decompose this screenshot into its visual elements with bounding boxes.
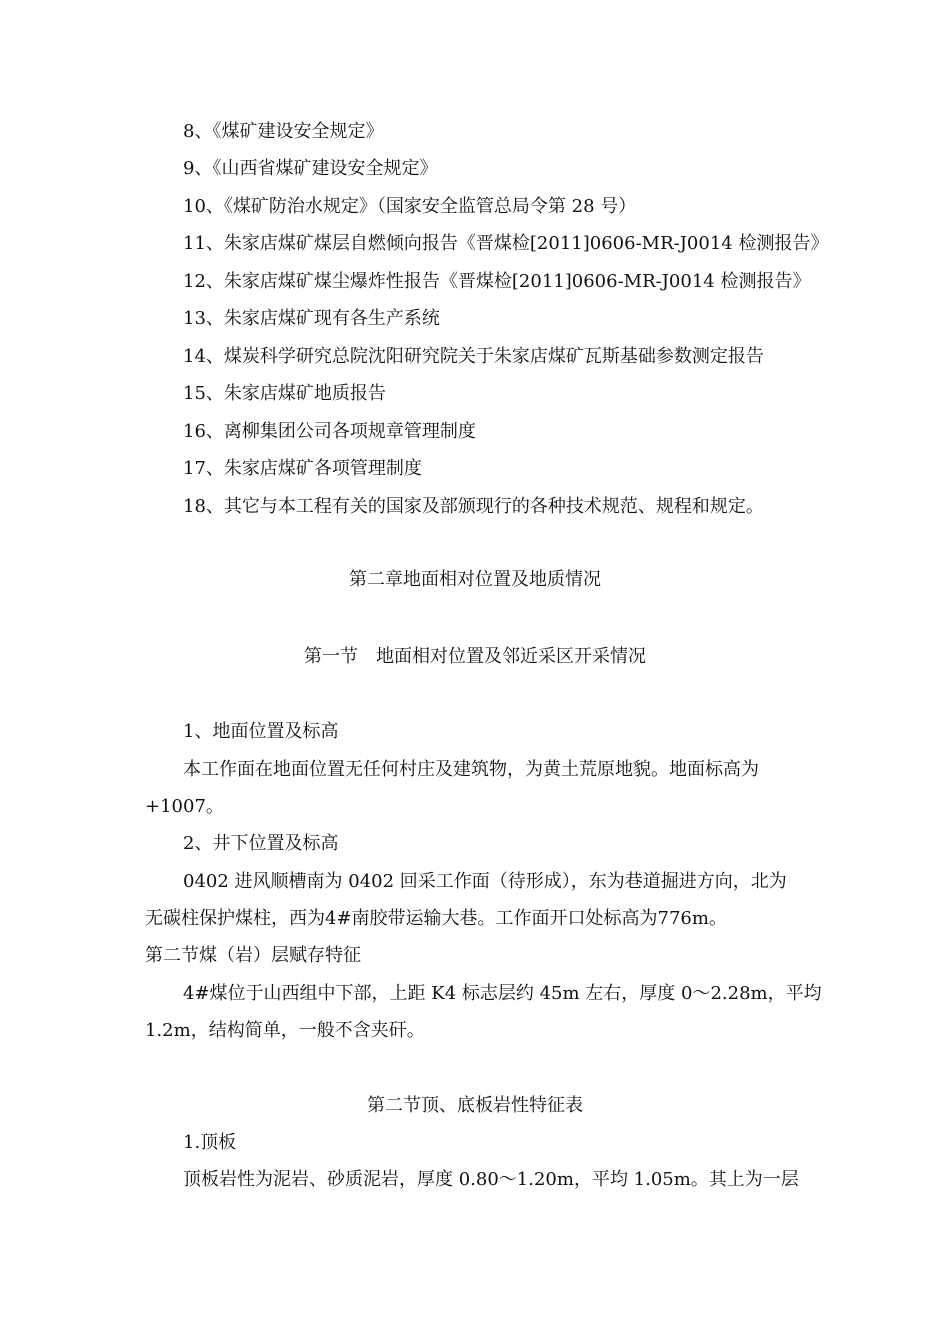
reference-item-14: 14、煤炭科学研究总院沈阳研究院关于朱家店煤矿瓦斯基础参数测定报告: [183, 346, 764, 367]
reference-item-18: 18、其它与本工程有关的国家及部颁现行的各种技术规范、规程和规定。: [183, 496, 764, 517]
roof-heading: 1.顶板: [183, 1132, 237, 1153]
reference-item-10: 10、《煤矿防治水规定》（国家安全监管总局令第 28 号）: [183, 196, 637, 217]
item1-paragraph-line1: 本工作面在地面位置无任何村庄及建筑物，为黄土荒原地貌。地面标高为: [183, 759, 759, 780]
item2-paragraph-line1: 0402 进风顺槽南为 0402 回采工作面（待形成），东为巷道掘进方向，北为: [183, 871, 787, 892]
item1-heading: 1、地面位置及标高: [183, 721, 339, 742]
coal-paragraph-line1: 4#煤位于山西组中下部，上距 K4 标志层约 45m 左右，厚度 0～2.28m，平均: [183, 983, 822, 1004]
reference-item-17: 17、朱家店煤矿各项管理制度: [183, 458, 422, 479]
reference-item-16: 16、离柳集团公司各项规章管理制度: [183, 421, 476, 442]
item1-paragraph-line2: +1007。: [145, 796, 224, 817]
reference-item-11: 11、朱家店煤矿煤层自燃倾向报告《晋煤检[2011]0606-MR-J0014 检测报告》: [183, 233, 829, 254]
coal-paragraph-line2: 1.2m，结构简单，一般不含夹矸。: [145, 1020, 425, 1041]
item2-heading: 2、井下位置及标高: [183, 833, 339, 854]
reference-item-15: 15、朱家店煤矿地质报告: [183, 383, 386, 404]
section-title-1: 第一节 地面相对位置及邻近采区开采情况: [304, 646, 646, 667]
roof-paragraph-line1: 顶板岩性为泥岩、砂质泥岩，厚度 0.80～1.20m，平均 1.05m。其上为一层: [183, 1169, 799, 1190]
reference-item-9: 9、《山西省煤矿建设安全规定》: [183, 158, 438, 179]
reference-item-13: 13、朱家店煤矿现有各生产系统: [183, 308, 440, 329]
reference-item-12: 12、朱家店煤矿煤尘爆炸性报告《晋煤检[2011]0606-MR-J0014 检测报告》: [183, 271, 811, 292]
chapter-title: 第二章地面相对位置及地质情况: [349, 569, 601, 590]
section-title-3: 第二节顶、底板岩性特征表: [367, 1095, 583, 1116]
item2-paragraph-line2: 无碳柱保护煤柱，西为4#南胶带运输大巷。工作面开口处标高为776m。: [145, 908, 727, 929]
reference-item-8: 8、《煤矿建设安全规定》: [183, 121, 384, 142]
section-title-2: 第二节煤（岩）层赋存特征: [145, 945, 361, 966]
